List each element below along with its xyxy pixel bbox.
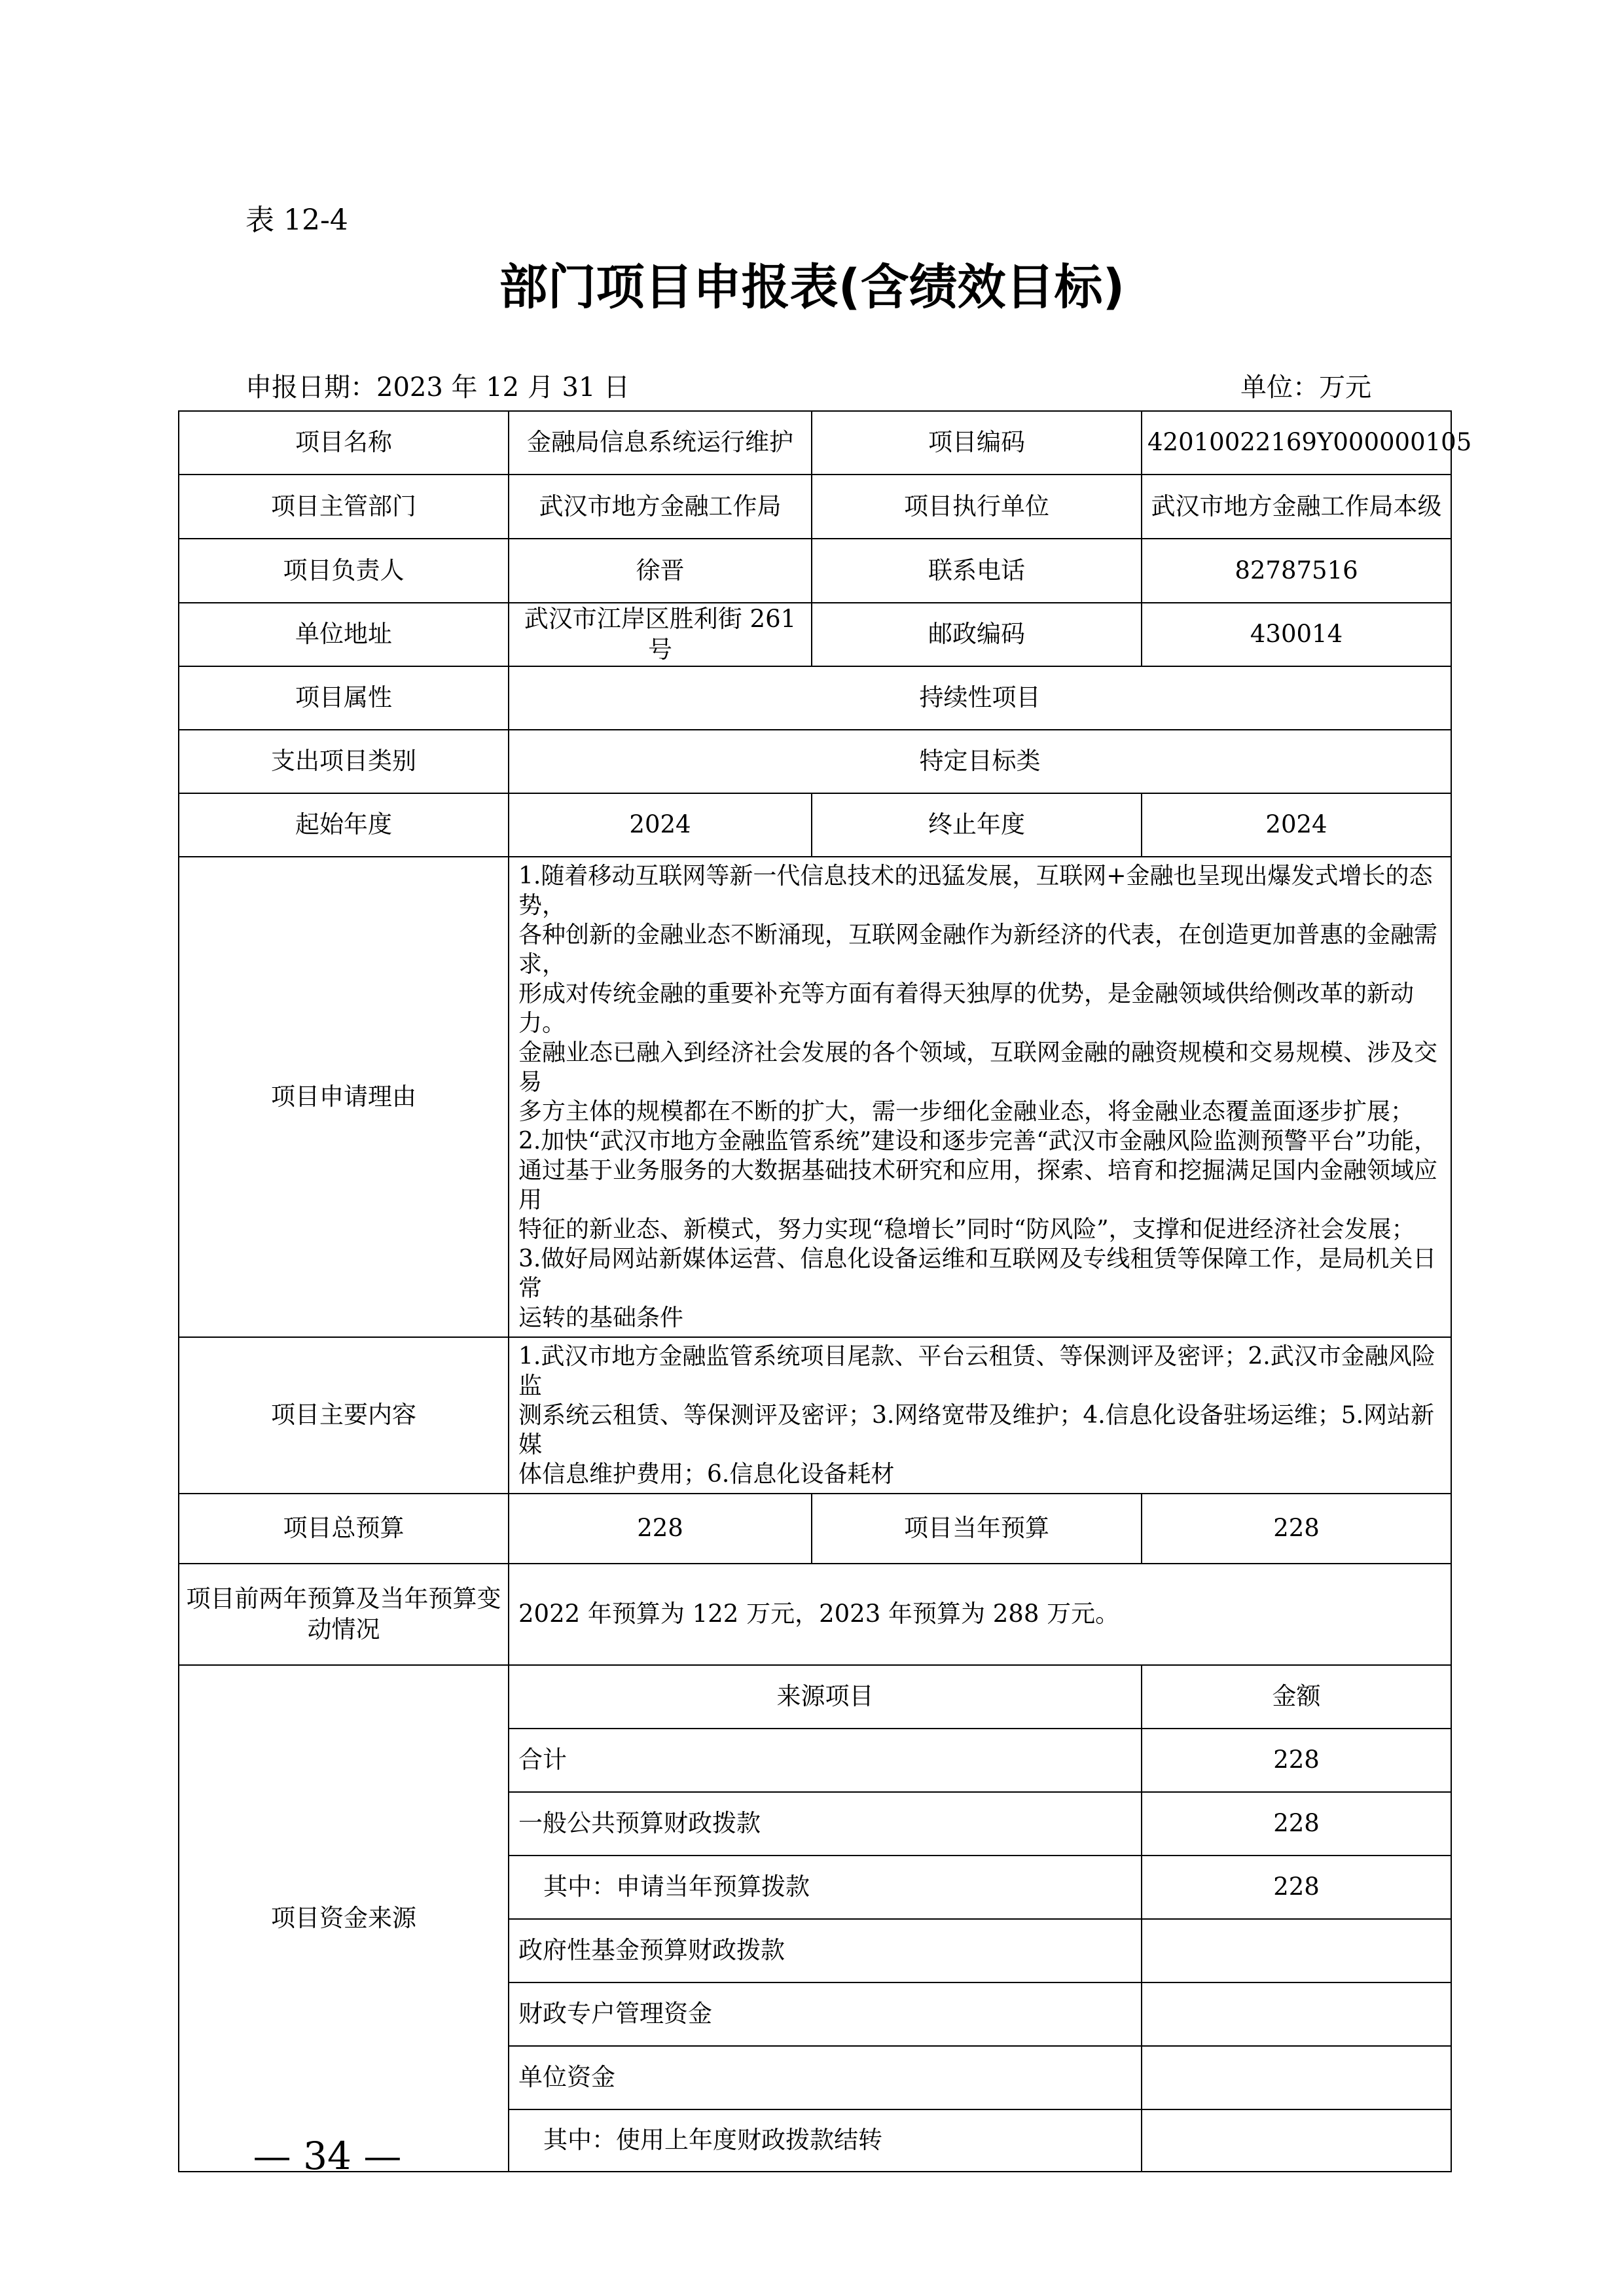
reason-line: 各种创新的金融业态不断涌现，互联网金融作为新经济的代表，在创造更加普惠的金融需求， (518, 922, 1438, 978)
executor-value: 武汉市地方金融工作局本级 (1142, 475, 1451, 539)
reason-line: 多方主体的规模都在不断的扩大，需一步细化金融业态，将金融业态覆盖面逐步扩展； (518, 1098, 1415, 1125)
content-line: 1.武汉市地方金融监管系统项目尾款、平台云租赁、等保测评及密评；2.武汉市金融风险监 (518, 1343, 1435, 1399)
address-label: 单位地址 (179, 603, 509, 666)
table-row (179, 1564, 1451, 1665)
start-year-label: 起始年度 (179, 793, 509, 857)
page-number: — 34 — (253, 2134, 402, 2178)
manager-label: 项目负责人 (179, 539, 509, 603)
phone-label: 联系电话 (812, 539, 1142, 603)
executor-label: 项目执行单位 (812, 475, 1142, 539)
funding-amount (1142, 1982, 1451, 2046)
attribute-label: 项目属性 (179, 666, 509, 730)
funding-source: 其中：使用上年度财政拨款结转 (509, 2109, 1142, 2172)
total-budget-label: 项目总预算 (179, 1494, 509, 1564)
project-application-table (178, 410, 1472, 2172)
reason-value (509, 857, 1451, 1337)
table-row (179, 1494, 1451, 1564)
table-row (179, 1665, 1451, 1729)
attribute-value: 持续性项目 (509, 666, 1451, 730)
table-row (179, 730, 1451, 793)
table-row (179, 411, 1451, 475)
category-value: 特定目标类 (509, 730, 1451, 793)
content-value (509, 1337, 1451, 1494)
category-label: 支出项目类别 (179, 730, 509, 793)
table-row (179, 539, 1451, 603)
funding-amount: 228 (1142, 1792, 1451, 1856)
funding-source: 一般公共预算财政拨款 (509, 1792, 1142, 1856)
funding-source: 政府性基金预算财政拨款 (509, 1919, 1142, 1982)
funding-header-source: 来源项目 (509, 1665, 1142, 1729)
funding-source: 财政专户管理资金 (509, 1982, 1142, 2046)
content-line: 体信息维护费用；6.信息化设备耗材 (518, 1461, 895, 1488)
start-year-value: 2024 (509, 793, 812, 857)
reason-line: 通过基于业务服务的大数据基础技术研究和应用，探索、培育和挖掘满足国内金融领域应用 (518, 1157, 1438, 1213)
reason-line: 金融业态已融入到经济社会发展的各个领域，互联网金融的融资规模和交易规模、涉及交易 (518, 1039, 1438, 1096)
end-year-label: 终止年度 (812, 793, 1142, 857)
table-row (179, 857, 1451, 1337)
funding-amount (1142, 2109, 1451, 2172)
table-row (179, 666, 1451, 730)
manager-value: 徐晋 (509, 539, 812, 603)
project-code-value: 42010022169Y000000105 (1142, 411, 1451, 475)
funding-source-label: 项目资金来源 (179, 1665, 509, 2172)
page-title: 部门项目申报表(含绩效目标) (499, 259, 1125, 315)
project-name-value: 金融局信息系统运行维护 (509, 411, 812, 475)
table-row (179, 603, 1451, 666)
budget-change-value: 2022 年预算为 122 万元，2023 年预算为 288 万元。 (509, 1564, 1451, 1665)
table-row (179, 1337, 1451, 1494)
reason-line: 2.加快“武汉市地方金融监管系统”建设和逐步完善“武汉市金融风险监测预警平台”功能， (518, 1128, 1437, 1155)
end-year-value: 2024 (1142, 793, 1451, 857)
funding-header-amount: 金额 (1142, 1665, 1451, 1729)
funding-amount: 228 (1142, 1856, 1451, 1919)
postcode-value: 430014 (1142, 603, 1451, 666)
supervisor-value: 武汉市地方金融工作局 (509, 475, 812, 539)
table-row (179, 475, 1451, 539)
funding-source: 合计 (509, 1729, 1142, 1792)
phone-value: 82787516 (1142, 539, 1451, 603)
report-date: 申报日期：2023 年 12 月 31 日 (245, 372, 630, 403)
address-value: 武汉市江岸区胜利街 261 号 (509, 603, 812, 666)
postcode-label: 邮政编码 (812, 603, 1142, 666)
content-label: 项目主要内容 (179, 1337, 509, 1494)
supervisor-label: 项目主管部门 (179, 475, 509, 539)
reason-line: 运转的基础条件 (518, 1304, 684, 1331)
reason-line: 形成对传统金融的重要补充等方面有着得天独厚的优势，是金融领域供给侧改革的新动力。 (518, 980, 1415, 1037)
content-line: 测系统云租赁、等保测评及密评；3.网络宽带及维护；4.信息化设备驻场运维；5.网站新媒 (518, 1402, 1435, 1458)
funding-source: 其中：申请当年预算拨款 (509, 1856, 1142, 1919)
reason-line: 特征的新业态、新模式，努力实现“稳增长”同时“防风险”，支撑和促进经济社会发展； (518, 1216, 1415, 1243)
reason-line: 1.随着移动互联网等新一代信息技术的迅猛发展，互联网+金融也呈现出爆发式增长的态势， (518, 863, 1433, 919)
reason-line: 3.做好局网站新媒体运营、信息化设备运维和互联网及专线租赁等保障工作，是局机关日常 (518, 1246, 1437, 1302)
project-name-label: 项目名称 (179, 411, 509, 475)
unit-label: 单位：万元 (1240, 372, 1371, 403)
funding-amount (1142, 2046, 1451, 2109)
budget-change-label: 项目前两年预算及当年预算变动情况 (179, 1564, 509, 1665)
funding-amount (1142, 1919, 1451, 1982)
current-budget-label: 项目当年预算 (812, 1494, 1142, 1564)
total-budget-value: 228 (509, 1494, 812, 1564)
table-row (179, 793, 1451, 857)
funding-amount: 228 (1142, 1729, 1451, 1792)
current-budget-value: 228 (1142, 1494, 1451, 1564)
reason-label: 项目申请理由 (179, 857, 509, 1337)
table-number: 表 12-4 (245, 204, 348, 237)
project-code-label: 项目编码 (812, 411, 1142, 475)
funding-source: 单位资金 (509, 2046, 1142, 2109)
